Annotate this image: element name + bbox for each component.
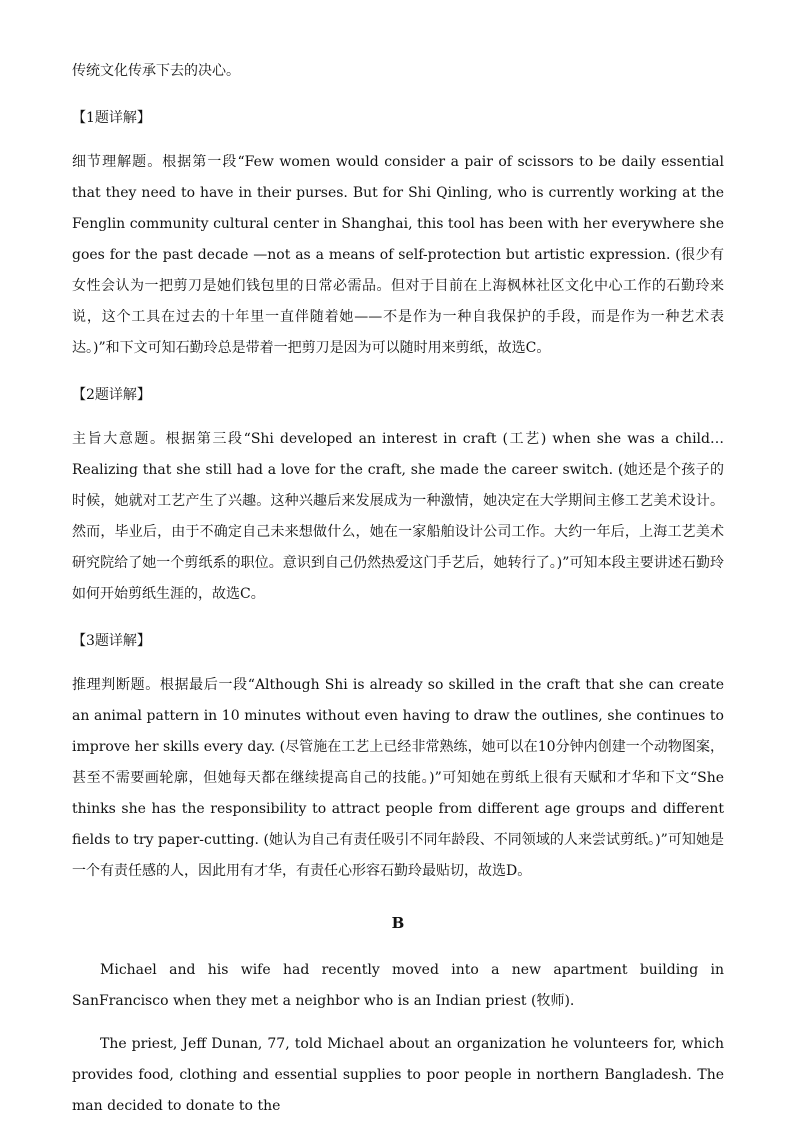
q2-explanation: 主旨大意题。根据第三段“Shi developed an interest in craft (工艺) when she was a child…Realizing that she still had a love for the craft, she made the career switch. (她还是个孩子的时候，她就对工艺产生了兴趣。这种兴趣后来发展成为一种激情，她决定在大学期间主修工艺美术设计。然而，毕业后，由于不确定自己未来想做什么，她在一家船舶设计公司工作。大约一年后，上海工艺美术研究院给了她一个剪纸系的职位。意识到自己仍然热爱这门手艺后，她转行了。)”可知本段主要讲述石勤玲如何开始剪纸生涯的，故选C。 (72, 431, 724, 602)
q1-heading: 【1题详解】 (72, 110, 151, 126)
q3-heading: 【3题详解】 (72, 633, 151, 649)
q1-explanation: 细节理解题。根据第一段“Few women would consider a pair of scissors to be daily essential that they need to have in their purses. But for Shi Qinling, who is currently working at the Fenglin community cultural center in Shanghai, this tool has been with her everywhere she goes for the past decade —not as a means of self-protection but artistic expression. (很少有女性会认为一把剪刀是她们钱包里的日常必需品。但对于目前在上海枫林社区文化中心工作的石勤玲来说，这个工具在过去的十年里一直伴随着她——不是作为一种自我保护的手段，而是作为一种艺术表达。)”和下文可知石勤玲总是带着一把剪刀是因为可以随时用来剪纸，故选C。 (72, 154, 724, 356)
q2-heading: 【2题详解】 (72, 387, 151, 403)
section-b-paragraph-1: Michael and his wife had recently moved into a new apartment building in SanFrancisco when they met a neighbor who is an Indian priest (牧师). (72, 962, 724, 1009)
section-b-title: B (391, 914, 405, 932)
q3-explanation: 推理判断题。根据最后一段“Although Shi is already so skilled in the craft that she can create an animal pattern in 10 minutes without even having to draw the outlines, she continues to improve her skills every day. (尽管施在工艺上已经非常熟练，她可以在10分钟内创建一个动物图案，甚至不需要画轮廓，但她每天都在继续提高自己的技能。)”可知她在剪纸上很有天赋和才华和下文“She thinks she has the responsibility to attract people from different age groups and different fields to try paper-cutting. (她认为自己有责任吸引不同年龄段、不同领域的人来尝试剪纸。)”可知她是一个有责任感的人，因此用有才华，有责任心形容石勤玲最贴切，故选D。 (72, 677, 724, 879)
document-page (72, 56, 724, 1134)
section-b-paragraph-2: The priest, Jeff Dunan, 77, told Michael about an organization he volunteers for, which provides food, clothing and essential supplies to poor people in northern Bangladesh. The man decided to donate to the (72, 1036, 724, 1114)
intro-line: 传统文化传承下去的决心。 (72, 63, 240, 79)
